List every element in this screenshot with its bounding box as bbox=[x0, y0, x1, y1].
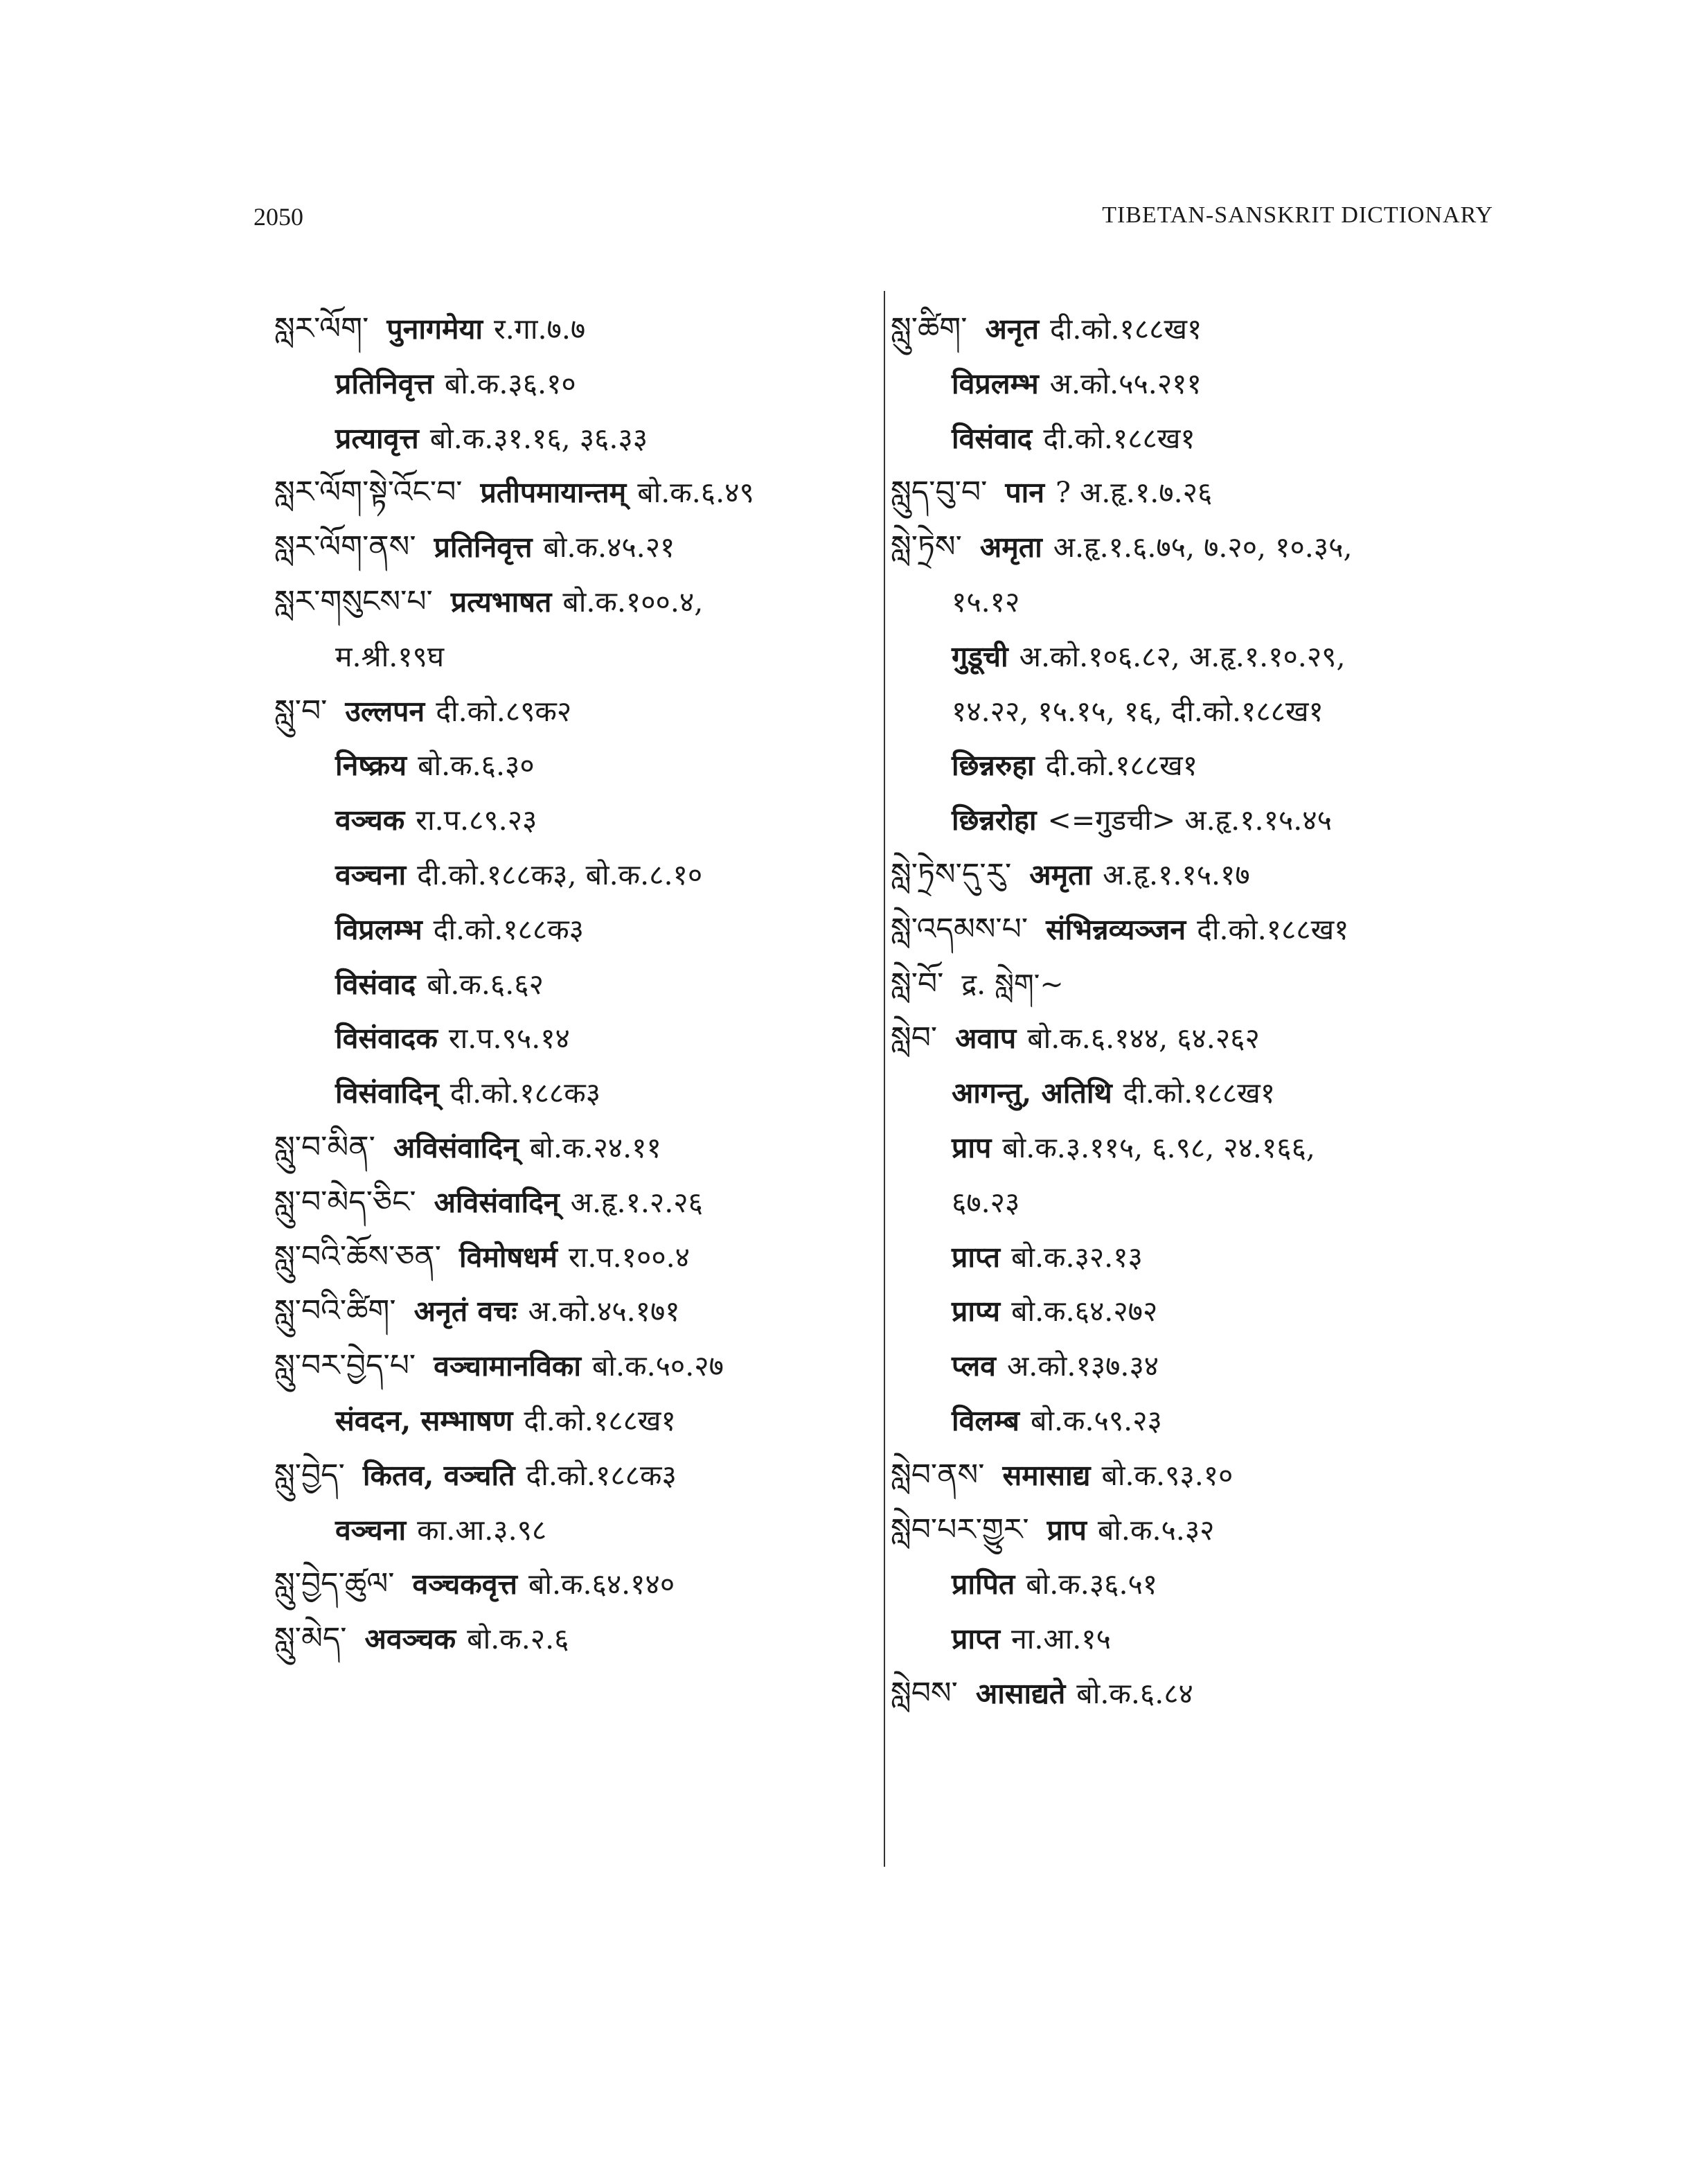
tibetan-term: སླེབ་པར་གྱུར་ bbox=[891, 1511, 1029, 1547]
sanskrit-equivalent: विसंवाद bbox=[335, 967, 416, 1001]
entry-subline bbox=[274, 738, 870, 793]
sanskrit-equivalent: अमृता bbox=[1029, 858, 1092, 891]
sanskrit-equivalent: विसंवाद bbox=[952, 421, 1033, 455]
tibetan-term: སླེབ་ནས་ bbox=[891, 1457, 985, 1493]
entry-headword-line bbox=[274, 1230, 870, 1285]
sanskrit-equivalent: प्रापित bbox=[952, 1568, 1015, 1601]
sanskrit-equivalent: वञ्चना bbox=[335, 1513, 407, 1547]
sanskrit-equivalent: विमोषधर्म bbox=[458, 1240, 558, 1274]
entry-subline bbox=[274, 1066, 870, 1121]
source-reference: का.आ.३.९८ bbox=[417, 1513, 547, 1547]
sanskrit-equivalent: छिन्नरुहा bbox=[952, 749, 1035, 783]
entry-subline bbox=[274, 1011, 870, 1066]
entry-subline bbox=[891, 575, 1514, 630]
source-reference: दी.को.१८८ख१ bbox=[1197, 912, 1349, 946]
entry-subline bbox=[891, 1121, 1514, 1175]
source-reference: बो.क.५.३२ bbox=[1097, 1513, 1215, 1547]
tibetan-term: སླུ་བའི་ཆོས་ཅན་ bbox=[274, 1239, 441, 1275]
source-reference: दी.को.१८८क३ bbox=[433, 912, 585, 946]
entry-subline bbox=[891, 1612, 1514, 1667]
running-title: TIBETAN-SANSKRIT DICTIONARY bbox=[1102, 202, 1493, 228]
source-reference: बो.क.३.११५, ६.९८, २४.१६६, bbox=[1002, 1130, 1315, 1164]
tibetan-term: སླུ་བའི་ཚིག་ bbox=[274, 1293, 396, 1329]
sanskrit-equivalent: वञ्चना bbox=[335, 858, 407, 891]
source-reference: १५.१२ bbox=[952, 585, 1020, 619]
entry-subline bbox=[274, 1503, 870, 1558]
tibetan-term: སླེབ་ bbox=[891, 1020, 938, 1056]
source-reference: अ.को.१३७.३४ bbox=[1006, 1349, 1159, 1383]
sanskrit-equivalent: विसंवादिन् bbox=[335, 1076, 439, 1110]
sanskrit-equivalent: प्रतीपमायान्तम् bbox=[480, 476, 627, 510]
entry-headword-line bbox=[274, 1557, 870, 1612]
sanskrit-equivalent: अविसंवादिन् bbox=[393, 1130, 519, 1164]
entry-headword-line bbox=[274, 1121, 870, 1175]
page-number: 2050 bbox=[253, 203, 303, 231]
source-reference: रा.प.८९.२३ bbox=[416, 804, 537, 837]
sanskrit-equivalent: छिन्नरोहा bbox=[952, 804, 1037, 837]
entry-headword-line bbox=[891, 1011, 1514, 1066]
entry-subline bbox=[891, 357, 1514, 411]
sanskrit-equivalent: विप्रलम्भ bbox=[335, 912, 422, 946]
tibetan-term: སླུ་བ་མིན་ bbox=[274, 1129, 375, 1165]
tibetan-term: སླུ་བ་མེད་ཅིང་ bbox=[274, 1184, 416, 1220]
source-reference: बो.क.६.४९ bbox=[637, 476, 754, 510]
left-column bbox=[274, 302, 870, 1667]
entry-headword-line bbox=[891, 1503, 1514, 1558]
source-reference: बो.क.३१.१६, ३६.३३ bbox=[429, 421, 648, 455]
source-reference: र.गा.७.७ bbox=[493, 312, 586, 346]
source-reference: अ.को.१०६.८२, अ.हृ.१.१०.२९, bbox=[1019, 639, 1346, 673]
tibetan-term: སླུ་བྱེད་ bbox=[274, 1457, 345, 1493]
tibetan-term: སླེ་ཏྲེས་དུ་རུ་ bbox=[891, 856, 1012, 892]
source-reference: दी.को.१८८क३ bbox=[526, 1458, 677, 1492]
sanskrit-equivalent: प्रत्यभाषत bbox=[450, 585, 552, 619]
sanskrit-equivalent: आसाद्यते bbox=[975, 1676, 1066, 1710]
tibetan-term: སླེབས་ bbox=[891, 1675, 958, 1711]
sanskrit-equivalent: प्राप bbox=[1047, 1513, 1087, 1547]
sanskrit-equivalent: प्रतिनिवृत्त bbox=[434, 531, 533, 565]
sanskrit-equivalent: गुडूची bbox=[952, 639, 1008, 673]
entry-subline bbox=[274, 957, 870, 1012]
tibetan-term: སླུ་བ་ bbox=[274, 693, 328, 729]
entry-headword-line bbox=[274, 575, 870, 630]
sanskrit-equivalent: प्रतिनिवृत्त bbox=[335, 366, 434, 400]
entry-headword-line bbox=[891, 957, 1514, 1012]
sanskrit-equivalent: संवदन, सम्भाषण bbox=[335, 1403, 513, 1437]
sanskrit-equivalent: अनृतं वचः bbox=[413, 1295, 517, 1329]
tibetan-term: སླར་ལོག་ནས་ bbox=[274, 529, 416, 565]
source-reference: अ.को.४५.१७१ bbox=[528, 1295, 680, 1329]
source-reference: अ.हृ.१.६.७५, ७.२०, १०.३५, bbox=[1053, 531, 1353, 565]
source-reference: अ.हृ.१.१५.१७ bbox=[1103, 858, 1250, 891]
sanskrit-equivalent: संभिन्नव्यञ्जन bbox=[1046, 912, 1186, 946]
sanskrit-equivalent: विसंवादक bbox=[335, 1022, 438, 1056]
source-reference: ६७.२३ bbox=[952, 1185, 1020, 1219]
source-reference: बो.क.३६.१० bbox=[444, 366, 576, 400]
sanskrit-equivalent: वञ्चकवृत्त bbox=[412, 1568, 517, 1601]
source-reference: रा.प.९५.१४ bbox=[448, 1022, 570, 1056]
sanskrit-equivalent: प्रत्यावृत्त bbox=[335, 421, 419, 455]
tibetan-term: སླེ་འདམས་པ་ bbox=[891, 911, 1028, 947]
sanskrit-equivalent: समासाद्य bbox=[1002, 1458, 1091, 1492]
sanskrit-equivalent: पुनागमेया bbox=[386, 312, 483, 346]
entry-subline bbox=[891, 1557, 1514, 1612]
sanskrit-equivalent: उल्लपन bbox=[345, 694, 425, 728]
entry-headword-line bbox=[891, 302, 1514, 357]
entry-headword-line bbox=[891, 465, 1514, 520]
source-reference: दी.को.१८८ख१ bbox=[1045, 749, 1198, 783]
sanskrit-equivalent: कितव, वञ्चति bbox=[362, 1458, 515, 1492]
source-reference: दी.को.१८८क३ bbox=[449, 1076, 601, 1110]
entry-subline bbox=[891, 1284, 1514, 1339]
entry-subline bbox=[891, 411, 1514, 466]
source-reference: म.श्री.१९घ bbox=[335, 639, 445, 673]
entry-headword-line bbox=[274, 684, 870, 739]
sanskrit-equivalent: प्राप्त bbox=[952, 1240, 1000, 1274]
tibetan-term: སླེ་བོ་ bbox=[891, 966, 944, 1002]
entry-subline bbox=[891, 738, 1514, 793]
tibetan-term: སླེ་ཏྲེས་ bbox=[891, 529, 962, 565]
sanskrit-equivalent: वञ्चामानविका bbox=[434, 1349, 582, 1383]
column-divider bbox=[884, 291, 885, 1867]
tibetan-term: སླར་ལོག་སྟེ་འོང་བ་ bbox=[274, 474, 463, 511]
entry-headword-line bbox=[274, 1448, 870, 1503]
sanskrit-equivalent: वञ्चक bbox=[335, 804, 405, 837]
entry-subline bbox=[274, 903, 870, 957]
source-reference: बो.क.३६.५१ bbox=[1026, 1568, 1158, 1601]
source-reference: अ.को.५५.२११ bbox=[1049, 366, 1202, 400]
source-reference: बो.क.६.८४ bbox=[1076, 1676, 1193, 1710]
entry-subline bbox=[274, 1394, 870, 1448]
sanskrit-equivalent: अनृत bbox=[985, 312, 1039, 346]
entry-headword-line bbox=[274, 302, 870, 357]
sanskrit-equivalent: विलम्ब bbox=[952, 1403, 1019, 1437]
tibetan-term: སླུ་བར་བྱེད་པ་ bbox=[274, 1348, 416, 1384]
source-reference: बो.क.३२.१३ bbox=[1010, 1240, 1143, 1274]
source-reference: द्र. སླེག་~ bbox=[961, 967, 1064, 1001]
entry-headword-line bbox=[891, 1667, 1514, 1721]
sanskrit-equivalent: निष्क्रय bbox=[335, 749, 407, 783]
source-reference: बो.क.२.६ bbox=[467, 1622, 569, 1656]
tibetan-term: སླུ་བྱེད་ཚུལ་ bbox=[274, 1566, 395, 1602]
source-reference: ना.आ.१५ bbox=[1010, 1622, 1111, 1656]
source-reference: बो.क.२४.११ bbox=[529, 1130, 661, 1164]
entry-headword-line bbox=[274, 1612, 870, 1667]
source-reference: दी.को.१८८ख१ bbox=[1043, 421, 1195, 455]
sanskrit-equivalent: अवञ्चक bbox=[364, 1622, 456, 1656]
source-reference: १४.२२, १५.१५, १६, दी.को.१८८ख१ bbox=[952, 694, 1324, 728]
entry-subline bbox=[891, 1339, 1514, 1394]
tibetan-term: སླུད་བུ་བ་ bbox=[891, 474, 988, 511]
entry-subline bbox=[274, 630, 870, 684]
sanskrit-equivalent: प्राप bbox=[952, 1130, 992, 1164]
source-reference: बो.क.६.३० bbox=[418, 749, 535, 783]
sanskrit-equivalent: प्राप्त bbox=[952, 1622, 1000, 1656]
entry-subline bbox=[891, 1394, 1514, 1448]
sanskrit-equivalent: अविसंवादिन् bbox=[434, 1185, 560, 1219]
sanskrit-equivalent: अमृता bbox=[979, 531, 1042, 565]
entry-headword-line bbox=[891, 848, 1514, 903]
source-reference: बो.क.६४.२७२ bbox=[1011, 1295, 1158, 1329]
source-reference: दी.को.१८८ख१ bbox=[1049, 312, 1202, 346]
entry-subline bbox=[891, 1175, 1514, 1230]
source-reference: दी.को.१८८ख१ bbox=[524, 1403, 676, 1437]
source-reference: <=गुडची> अ.हृ.१.१५.४५ bbox=[1047, 804, 1332, 837]
sanskrit-equivalent: आगन्तु, अतिथि bbox=[952, 1076, 1112, 1110]
entry-headword-line bbox=[274, 1175, 870, 1230]
sanskrit-equivalent: पान bbox=[1005, 476, 1044, 510]
source-reference: बो.क.१००.४, bbox=[562, 585, 704, 619]
source-reference: बो.क.९३.१० bbox=[1101, 1458, 1234, 1492]
source-reference: दी.को.८९क२ bbox=[436, 694, 572, 728]
source-reference: ? अ.हृ.१.७.२६ bbox=[1055, 476, 1213, 510]
source-reference: अ.हृ.१.२.२६ bbox=[570, 1185, 703, 1219]
source-reference: दी.को.१८८क३, बो.क.८.१० bbox=[417, 858, 703, 891]
entry-headword-line bbox=[891, 520, 1514, 575]
tibetan-term: སླུ་ཚིག་ bbox=[891, 311, 968, 346]
source-reference: दी.को.१८८ख१ bbox=[1123, 1076, 1276, 1110]
entry-subline bbox=[891, 793, 1514, 848]
entry-headword-line bbox=[891, 1448, 1514, 1503]
sanskrit-equivalent: प्राप्य bbox=[952, 1295, 1001, 1329]
source-reference: बो.क.६.१४४, ६४.२६२ bbox=[1027, 1022, 1260, 1056]
entry-headword-line bbox=[891, 903, 1514, 957]
entry-subline bbox=[891, 684, 1514, 739]
source-reference: बो.क.६४.१४० bbox=[528, 1568, 675, 1601]
entry-subline bbox=[891, 1230, 1514, 1285]
entry-subline bbox=[891, 630, 1514, 684]
tibetan-term: སླར་ལོག་ bbox=[274, 311, 369, 346]
sanskrit-equivalent: विप्रलम्भ bbox=[952, 366, 1039, 400]
sanskrit-equivalent: अवाप bbox=[955, 1022, 1017, 1056]
entry-subline bbox=[274, 793, 870, 848]
entry-subline bbox=[274, 411, 870, 466]
tibetan-term: སླུ་མེད་ bbox=[274, 1621, 347, 1657]
entry-subline bbox=[274, 357, 870, 411]
entry-headword-line bbox=[274, 465, 870, 520]
entry-headword-line bbox=[274, 1339, 870, 1394]
source-reference: बो.क.५०.२७ bbox=[592, 1349, 724, 1383]
tibetan-term: སླར་གསུངས་པ་ bbox=[274, 583, 433, 619]
source-reference: बो.क.४५.२१ bbox=[543, 531, 675, 565]
entry-headword-line bbox=[274, 1284, 870, 1339]
entry-subline bbox=[891, 1066, 1514, 1121]
source-reference: रा.प.१००.४ bbox=[568, 1240, 690, 1274]
source-reference: बो.क.६.६२ bbox=[427, 967, 544, 1001]
source-reference: बो.क.५९.२३ bbox=[1030, 1403, 1162, 1437]
sanskrit-equivalent: प्लव bbox=[952, 1349, 996, 1383]
right-column bbox=[891, 302, 1514, 1721]
entry-headword-line bbox=[274, 520, 870, 575]
entry-subline bbox=[274, 848, 870, 903]
